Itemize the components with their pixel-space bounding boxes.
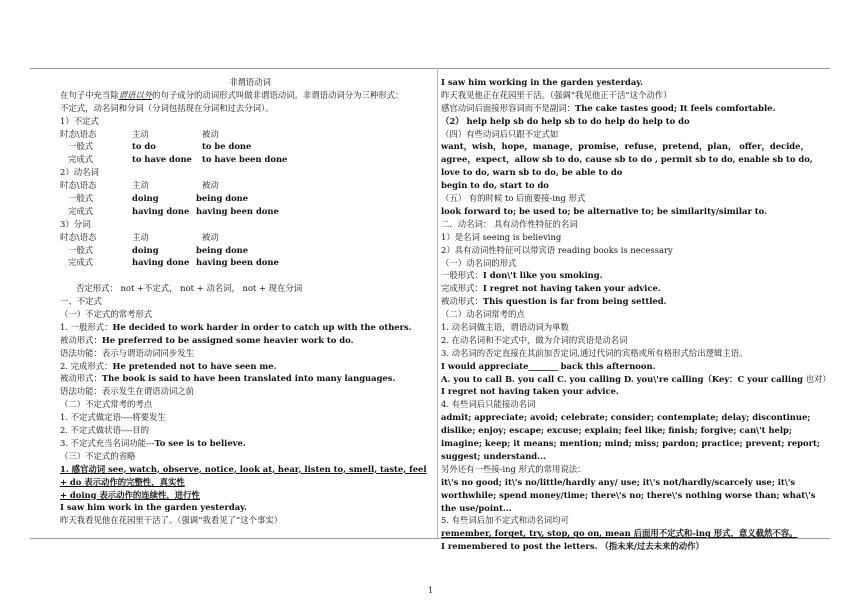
text-line: 5. 有些词后加不定式和动名词均可 [441,515,569,526]
underlined-line: remember, forget, try, stop, go on, mean 后面用不定式和-ing 形式，意义截然不容。 [441,528,798,539]
page-number: 1 [428,586,434,595]
text-line: 另外还有一些接-ing 形式的常用说法： [441,463,586,474]
negation-forms: 否定形式： not +不定式， not + 动名词， not + 现在分词 [76,283,303,294]
heading-infinitive: 一、不定式 [60,296,102,307]
text-line: I saw him work in the garden yesterday. [60,502,247,513]
text-line: 1）是名词 seeing is believing [441,231,562,242]
text-line: 被动形式：This question is far from being settled. [441,296,667,307]
subheading-forms: （一）不定式的常考形式 [60,309,153,320]
text-line: I remembered to post the letters. （指未来/过去未来的动作） [441,541,704,552]
text-line: 被动形式：The book is said to have been translated into many languages. [60,373,396,384]
text-line: （2） help help sb do help sb to do help do help to do [441,115,690,126]
text-line: 语法功能：表示与谓语动词同步发生 [60,347,194,358]
section-infinitive: 1）不定式 [60,115,99,126]
column-divider [437,68,438,538]
text-line: 2）具有动词性特征可以带宾语 reading books is necessary [441,244,673,255]
text-line: look forward to; be used to; be alternative to; be similarity/similar to. [441,205,768,216]
text-line: 1. 一般形式：He decided to work harder in order to catch up with the others. [60,321,412,332]
text-line: 2. 不定式做状语----目的 [60,425,149,436]
word-list: want，wish，hope，manage，promise，refuse，pretend，plan， offer，decide，agree，expect，allow sb to do, cause sb to do , permit sb to do, enable sb to do, love to do, warn sb to do, be able to do [441,141,813,178]
text-line: 1. 不定式做定语----将要发生 [60,412,166,423]
text-line: 被动形式：He preferred to be assigned some heavier work to do. [60,334,354,345]
word-list: it\'s no good; it\'s no/little/hardly any/ use; it\'s not/hardly/scarcely use; it\'s worthwhile; spend money/time; there\'s no; there\'s nothing worse than; what\'s the use/point... [441,476,816,513]
text-line: I would appreciate_______ back this afternoon. [441,360,656,371]
text-line: 完成形式：I regret not having taken your advice. [441,283,661,294]
text-line: 感官动词后面接形容词而不是副词：The cake tastes good; It feels comfortable. [441,102,776,113]
subheading: （一）动名词的形式 [441,257,517,268]
text-line: I saw him working in the garden yesterday. [441,77,644,87]
underlined-line: + doing 表示动作的连续性，进行性 [60,489,200,500]
subheading-points: （二）不定式常考的考点 [60,399,153,410]
table-row: 完成式 to have done to have been done [68,154,288,165]
text-line: 4. 有些词后只能接动名词 [441,399,536,410]
text-line: 3. 动名词的否定直接在其前加否定词,通过代词的宾格或所有格形式给出逻辑主语。 [441,347,748,358]
underlined-line: + do 表示动作的完整性，真实性 [60,476,185,487]
text-line: 语法功能：表示发生在谓语动词之前 [60,386,194,397]
table-header: 时态\语态 主动 被动 [60,180,219,191]
table-header: 时态\语态 主动 被动 [60,231,219,242]
table-row: 完成式 having done having been done [68,257,279,268]
intro-line-2: 不定式，动名词和分词（分词包括现在分词和过去分词）。 [60,102,274,113]
right-column [441,76,831,553]
subheading-omission: （三）不定式的省略 [60,450,136,461]
emphasis-text: 谓语以外 [118,89,153,100]
text-line: 1. 动名词做主语，谓语动词为单数 [441,321,569,332]
table-row: 一般式 doing being done [68,244,249,255]
table-row: 一般式 to do to be done [68,141,252,152]
left-column [60,76,430,527]
section-participle: 3）分词 [60,218,91,229]
heading-gerund: 二．动名词： 具有动作性特征的名词 [441,218,578,229]
text-line: A. you to call B. you call C. you calling D. you\'re calling（Key：C your calling 也对） [441,373,831,384]
word-list: admit; appreciate; avoid; celebrate; consider; contemplate; delay; discontinue; dislike; enjoy; escape; excuse; explain; feel like; finish; forgive; can\'t help; imagine; keep; it means; mention; mind; miss; pardon; practice; prevent; report; suggest; understand... [441,412,820,461]
doc-title: 非谓语动词 [229,77,271,87]
underlined-line: 1. 感官动词 see, watch, observe, notice, look at, hear, listen to, smell, taste, feel [60,463,427,474]
subheading: （二）动名词常考的点 [441,309,525,320]
text-line: 昨天我见他正在花园里干活。（强调“我见他正干活”这个动作） [441,89,672,100]
text-line: begin to do, start to do [441,180,549,191]
intro-line-1: 在句子中充当除谓语以外的句子成分的动词形式叫做非谓语动词。非谓语动词分为三种形式： [60,89,404,100]
text-line: 昨天我看见他在花园里干活了。（强调“我看见了”这个事实） [60,515,283,526]
text-line: 一般形式：I don\'t like you smoking. [441,270,603,281]
subheading: （五） 有的时候 to 后面要接-ing 形式 [441,193,586,204]
table-row: 完成式 having done having been done [68,205,279,216]
subheading: （四）有些动词后只跟不定式如 [441,128,559,139]
table-row: 一般式 doing being done [68,193,249,204]
text-line: 2. 完成形式：He pretended not to have seen me. [60,360,277,371]
text-line: 3. 不定式充当名词功能---To see is to believe. [60,437,246,448]
text-line: 2. 在动名词和不定式中，做为介词的宾语是动名词 [441,334,628,345]
section-gerund: 2）动名词 [60,167,99,178]
table-header: 时态\语态 主动 被动 [60,128,219,139]
top-rule [30,68,830,69]
text-line: I regret not having taken your advice. [441,386,619,397]
